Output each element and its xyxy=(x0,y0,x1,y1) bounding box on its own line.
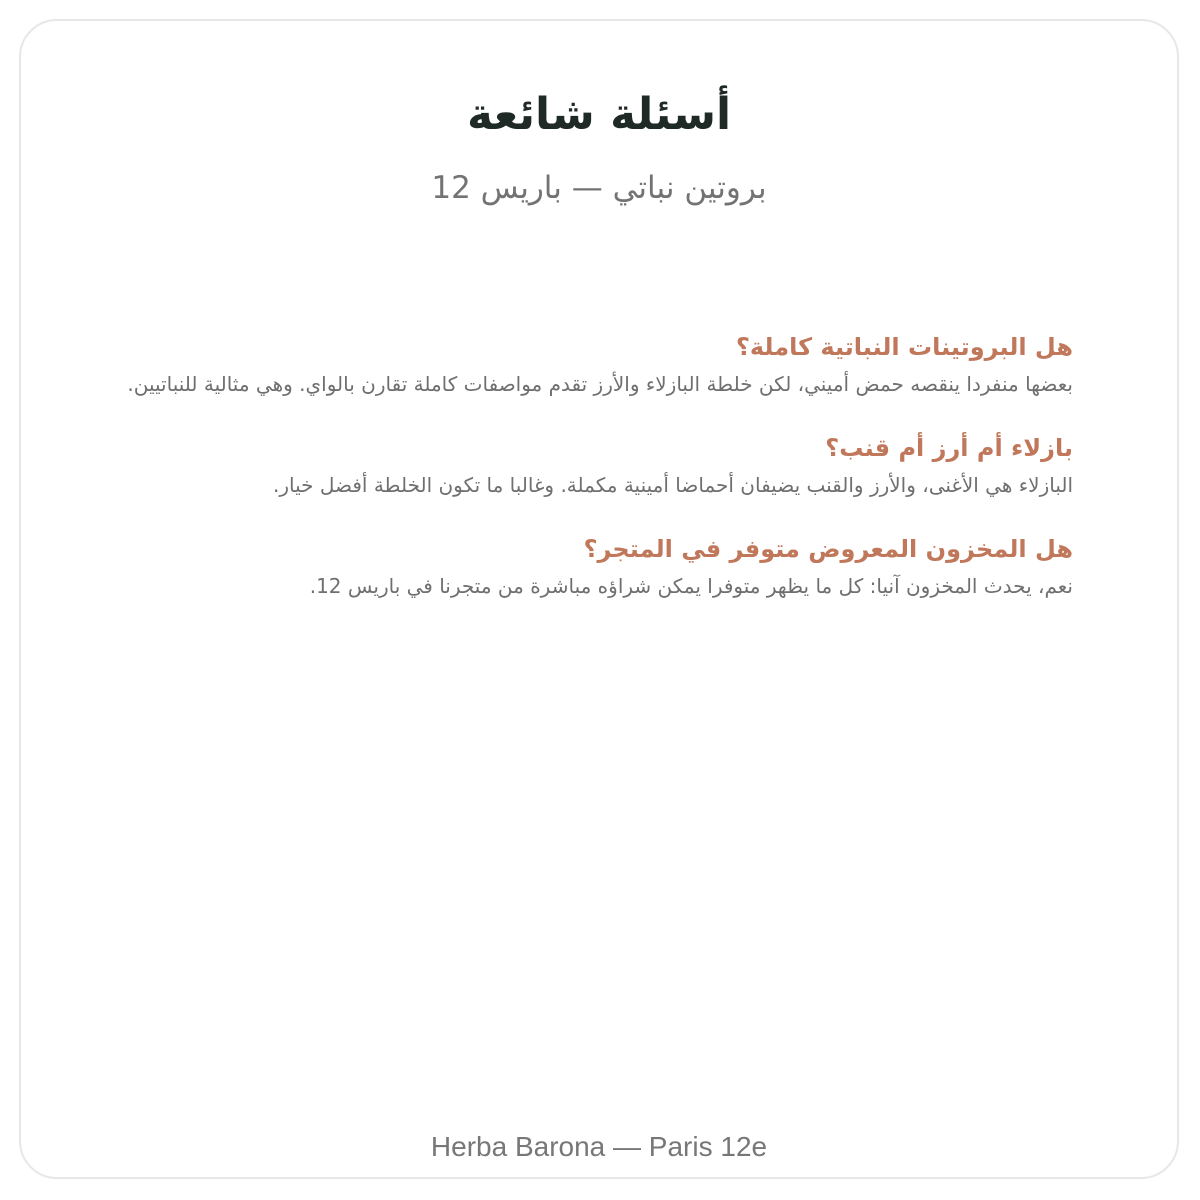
faq-list xyxy=(97,327,1073,630)
faq-question[interactable]: هل المخزون المعروض متوفر في المتجر؟ xyxy=(583,535,1073,563)
faq-answer: نعم، يحدث المخزون آنيا: كل ما يظهر متوفرا يمكن شراؤه مباشرة من متجرنا في باريس 12. xyxy=(309,574,1073,598)
faq-question[interactable]: بازلاء أم أرز أم قنب؟ xyxy=(825,434,1073,462)
faq-answer: بعضها منفردا ينقصه حمض أميني، لكن خلطة البازلاء والأرز تقدم مواصفات كاملة تقارن بالواي. وهي مثالية للنباتيين. xyxy=(127,372,1073,396)
faq-item-complete-proteins[interactable] xyxy=(97,327,1073,401)
faq-question[interactable]: هل البروتينات النباتية كاملة؟ xyxy=(735,333,1073,361)
faq-item-pea-rice-hemp[interactable] xyxy=(97,428,1073,502)
faq-answer: البازلاء هي الأغنى، والأرز والقنب يضيفان أحماضا أمينية مكملة. وغالبا ما تكون الخلطة أفضل خيار. xyxy=(273,473,1073,497)
faq-card xyxy=(19,19,1179,1179)
footer-brand: Herba Barona — Paris 12e xyxy=(430,1131,768,1162)
page-subtitle: بروتين نباتي — باريس 12 xyxy=(431,170,767,206)
faq-item-stock-availability[interactable] xyxy=(97,529,1073,603)
page-title: أسئلة شائعة xyxy=(466,89,732,140)
